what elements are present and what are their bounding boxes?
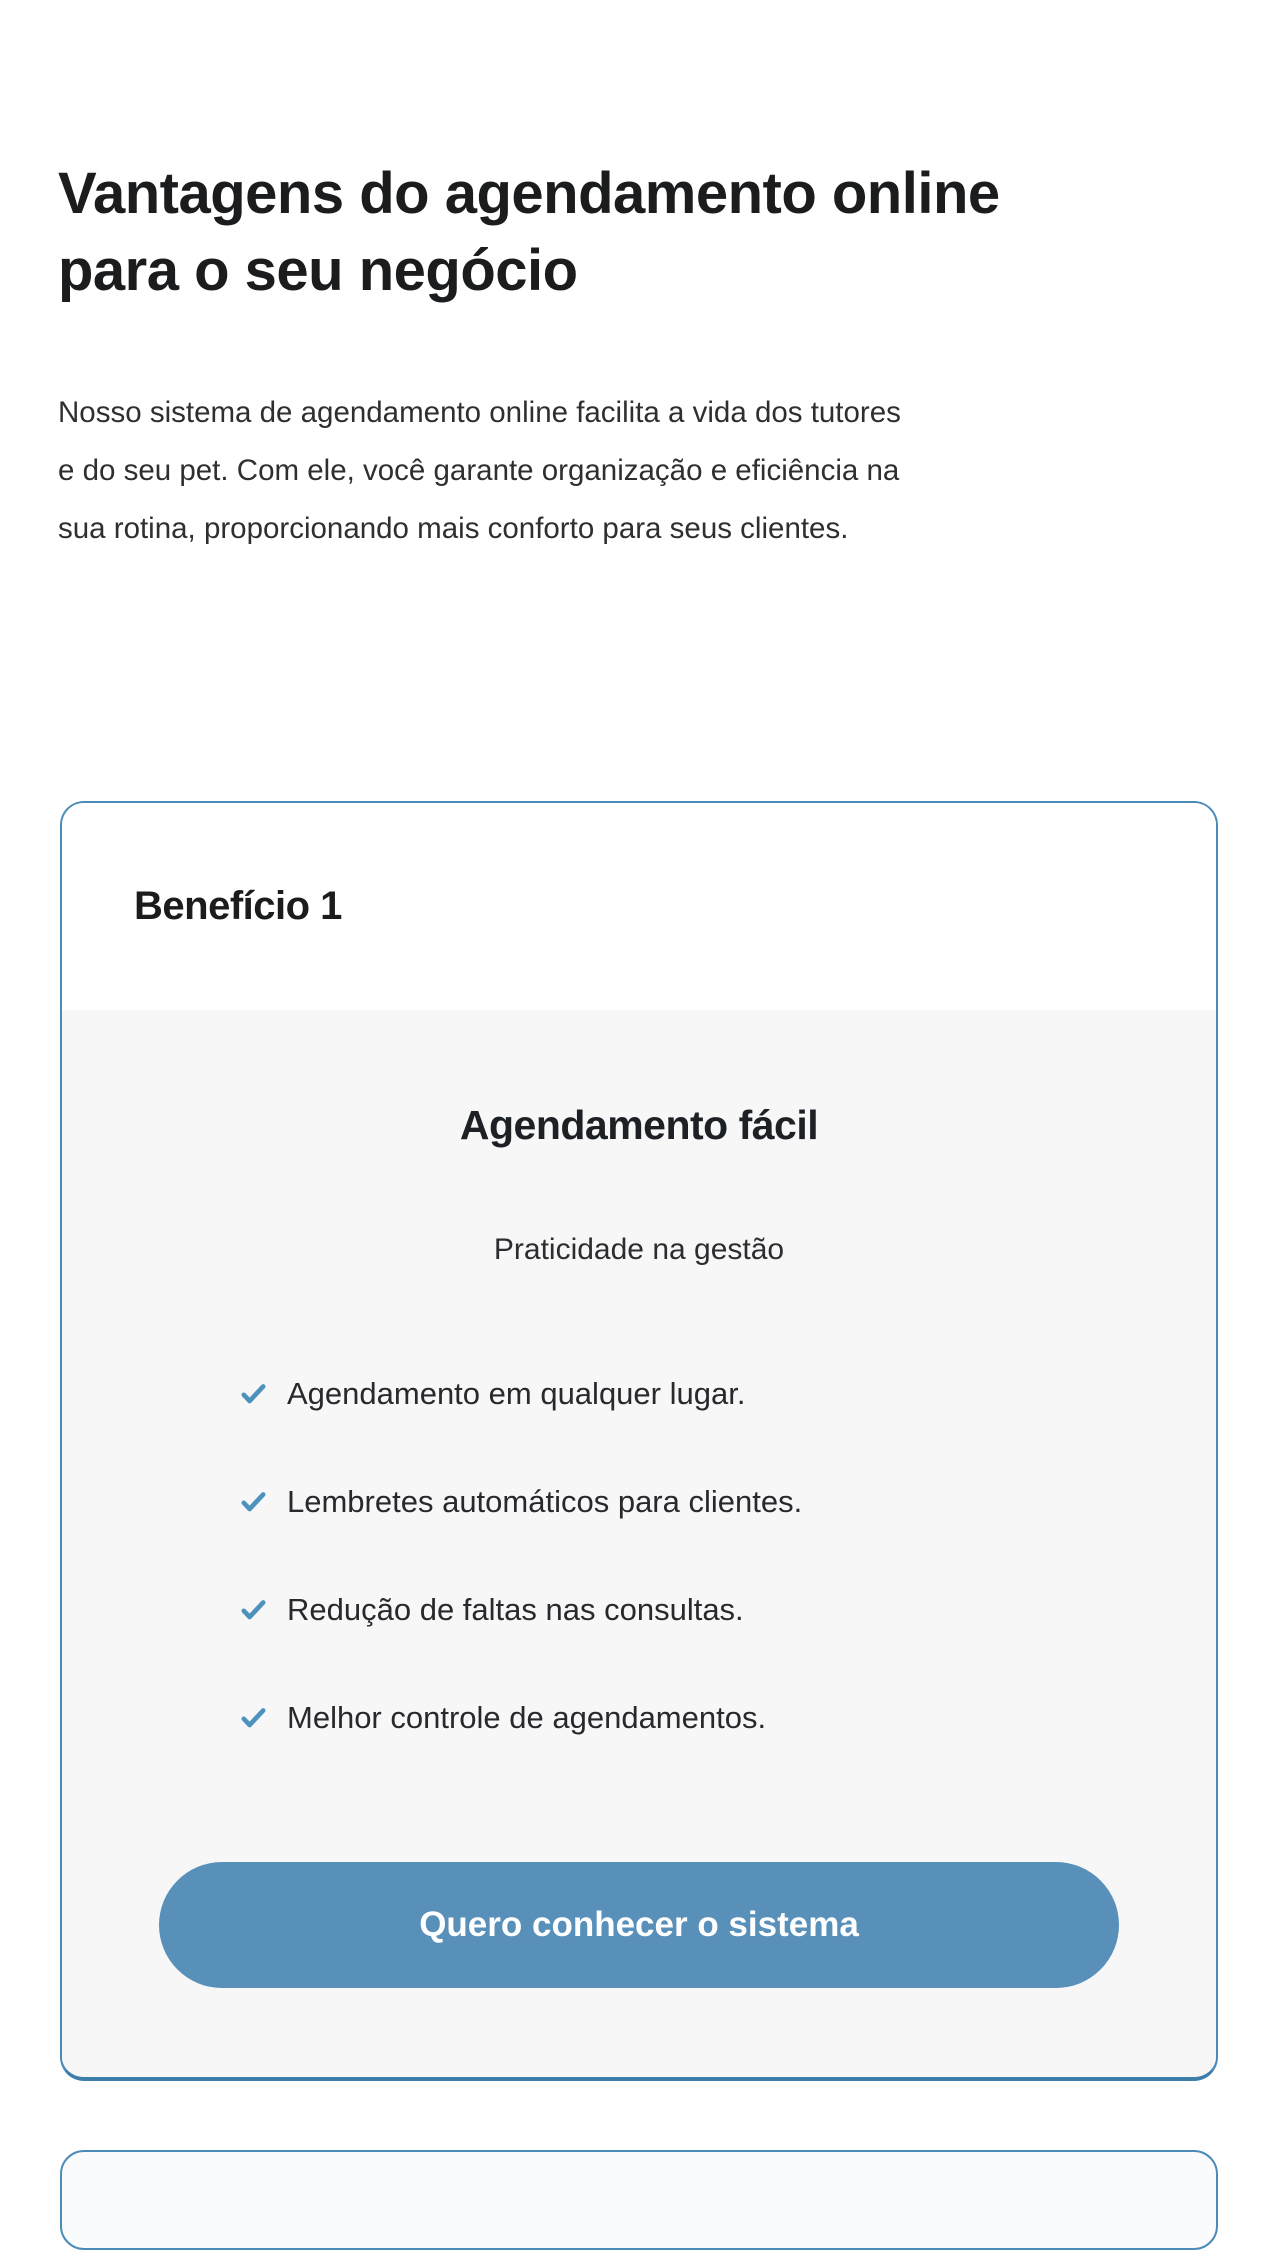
cta-button[interactable]: Quero conhecer o sistema <box>159 1862 1119 1988</box>
intro-paragraph: Nosso sistema de agendamento online facilita a vida dos tutores e do seu pet. Com ele, você garante organização e eficiência na sua rotina, proporcionando mais conforto para seus clientes. <box>58 396 901 545</box>
list-item <box>238 1479 1216 1524</box>
benefit-title: Agendamento fácil <box>459 1102 819 1148</box>
check-icon <box>238 1378 269 1409</box>
benefit-subtitle: Praticidade na gestão <box>493 1233 785 1266</box>
list-item <box>238 1695 1216 1740</box>
check-icon <box>238 1594 269 1625</box>
list-item <box>238 1587 1216 1632</box>
next-card-top-edge <box>60 2150 1218 2250</box>
list-item <box>238 1371 1216 1416</box>
benefit-list <box>238 1371 1216 1740</box>
list-item-text: Agendamento em qualquer lugar. <box>287 1376 746 1411</box>
check-icon <box>238 1702 269 1733</box>
check-icon <box>238 1486 269 1517</box>
benefit-label: Benefício 1 <box>134 884 342 928</box>
page-title: Vantagens do agendamento online para o seu negócio <box>58 161 1000 303</box>
list-item-text: Melhor controle de agendamentos. <box>287 1700 767 1735</box>
list-item-text: Redução de faltas nas consultas. <box>287 1592 744 1627</box>
list-item-text: Lembretes automáticos para clientes. <box>287 1484 803 1519</box>
benefit-card-header <box>62 803 1216 1010</box>
benefit-card <box>60 801 1218 2081</box>
